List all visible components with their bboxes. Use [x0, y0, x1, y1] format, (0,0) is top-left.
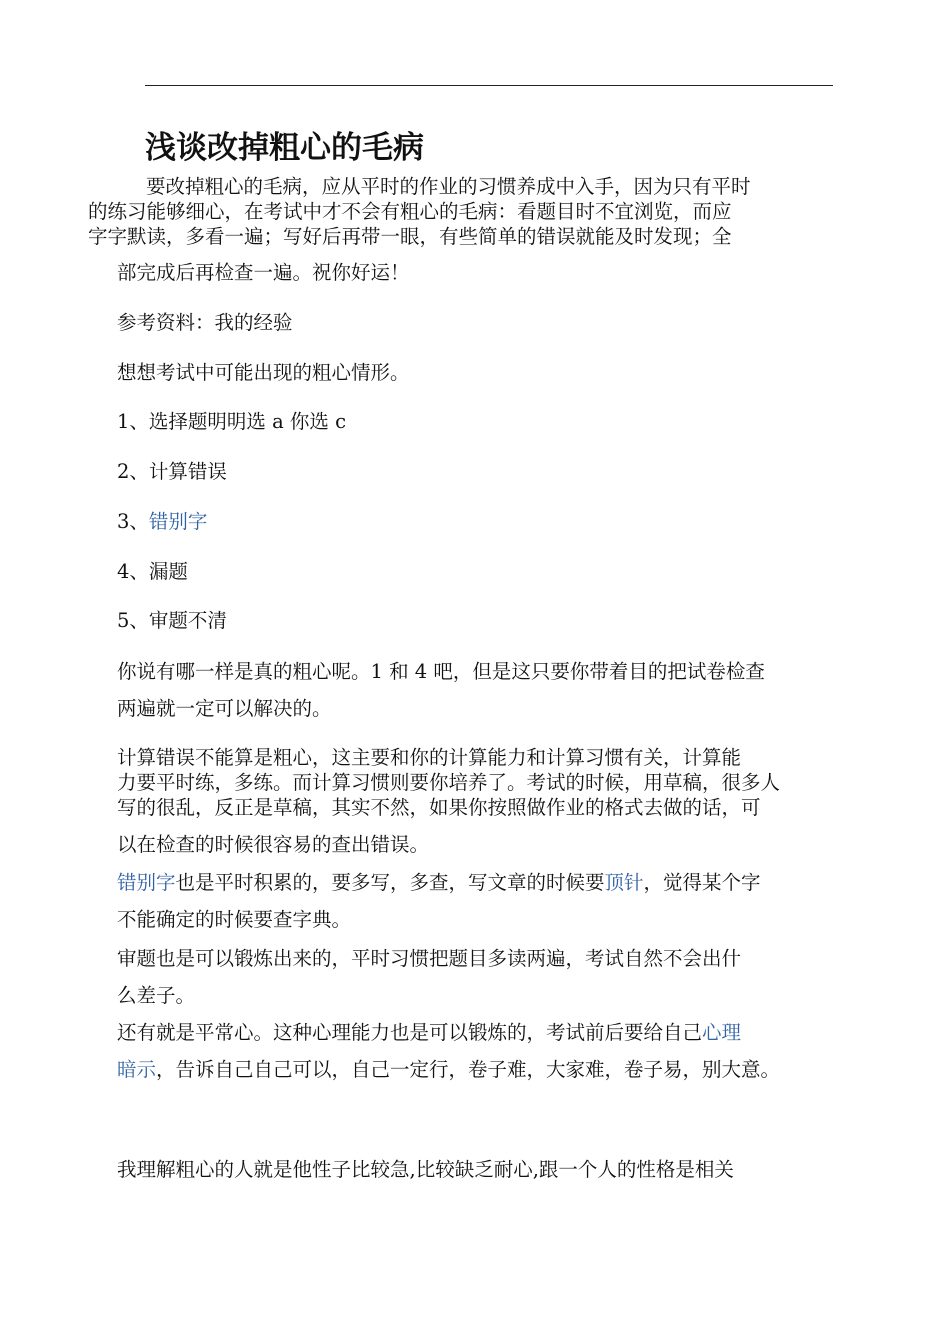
intro-line-2: 的练习能够细心，在考试中才不会有粗心的毛病：看题目时不宜浏览，而应	[88, 200, 732, 223]
typo-paragraph	[117, 864, 835, 938]
closing-line: 我理解粗心的人就是他性子比较急,比较缺乏耐心,跟一个人的性格是相关	[117, 1158, 734, 1181]
psych-link-part-2[interactable]: 暗示	[117, 1058, 157, 1081]
list-item-3	[117, 508, 835, 536]
list-item-1: 1、选择题明明选 a 你选 c	[117, 410, 347, 433]
intro-line-3: 字字默读，多看一遍；写好后再带一眼，有些简单的错误就能及时发现；全	[88, 225, 732, 248]
typo-link[interactable]: 错别字	[148, 510, 208, 533]
question-line-1: 你说有哪一样是真的粗心呢。1 和 4 吧，但是这只要你带着目的把试卷检查	[117, 660, 765, 683]
review-line-1: 审题也是可以锻炼出来的，平时习惯把题目多读两遍，考试自然不会出什	[117, 947, 742, 970]
intro-paragraph	[88, 174, 835, 249]
intro-line-4: 部完成后再检查一遍。祝你好运！	[117, 261, 410, 284]
calm-paragraph	[117, 1014, 835, 1088]
intro-line-1: 要改掉粗心的毛病，应从平时的作业的习惯养成中入手，因为只有平时	[146, 175, 751, 198]
question-line-2: 两遍就一定可以解决的。	[117, 697, 332, 720]
calm-line-2-text: ，告诉自己自己可以，自己一定行，卷子难，大家难，卷子易，别大意。	[156, 1058, 781, 1081]
calc-line-2: 力要平时练，多练。而计算习惯则要你培养了。考试的时候，用草稿，很多人	[117, 771, 781, 794]
calc-line-3: 写的很乱，反正是草稿，其实不然，如果你按照做作业的格式去做的话，可	[117, 796, 761, 819]
header-rule	[145, 85, 833, 86]
list-item-5: 5、审题不清	[117, 609, 227, 632]
typo-end-text: ，觉得某个字	[643, 871, 761, 894]
typo-line-2: 不能确定的时候要查字典。	[117, 908, 352, 931]
review-paragraph	[117, 940, 835, 1014]
calc-paragraph	[117, 745, 835, 820]
list-item-2: 2、计算错误	[117, 460, 227, 483]
review-line-2: 么差子。	[117, 984, 196, 1007]
reference-text: 参考资料：我的经验	[117, 311, 293, 334]
typo-mid-text: 也是平时积累的，要多写，多查，写文章的时候要	[175, 871, 605, 894]
calc-line-4: 以在检查的时候很容易的查出错误。	[117, 833, 430, 856]
psych-link-part-1[interactable]: 心理	[702, 1021, 742, 1044]
list-item-3-number: 3、	[117, 510, 149, 533]
dingzhen-link[interactable]: 顶针	[604, 871, 644, 894]
list-item-4: 4、漏题	[117, 560, 188, 583]
question-paragraph	[117, 653, 835, 727]
situations-intro: 想想考试中可能出现的粗心情形。	[117, 361, 410, 384]
calc-line-1: 计算错误不能算是粗心，这主要和你的计算能力和计算习惯有关，计算能	[117, 746, 742, 769]
typo-paragraph-link[interactable]: 错别字	[117, 871, 176, 894]
calm-line-1-text: 还有就是平常心。这种心理能力也是可以锻炼的，考试前后要给自己	[117, 1021, 703, 1044]
page-title: 浅谈改掉粗心的毛病	[145, 130, 424, 166]
